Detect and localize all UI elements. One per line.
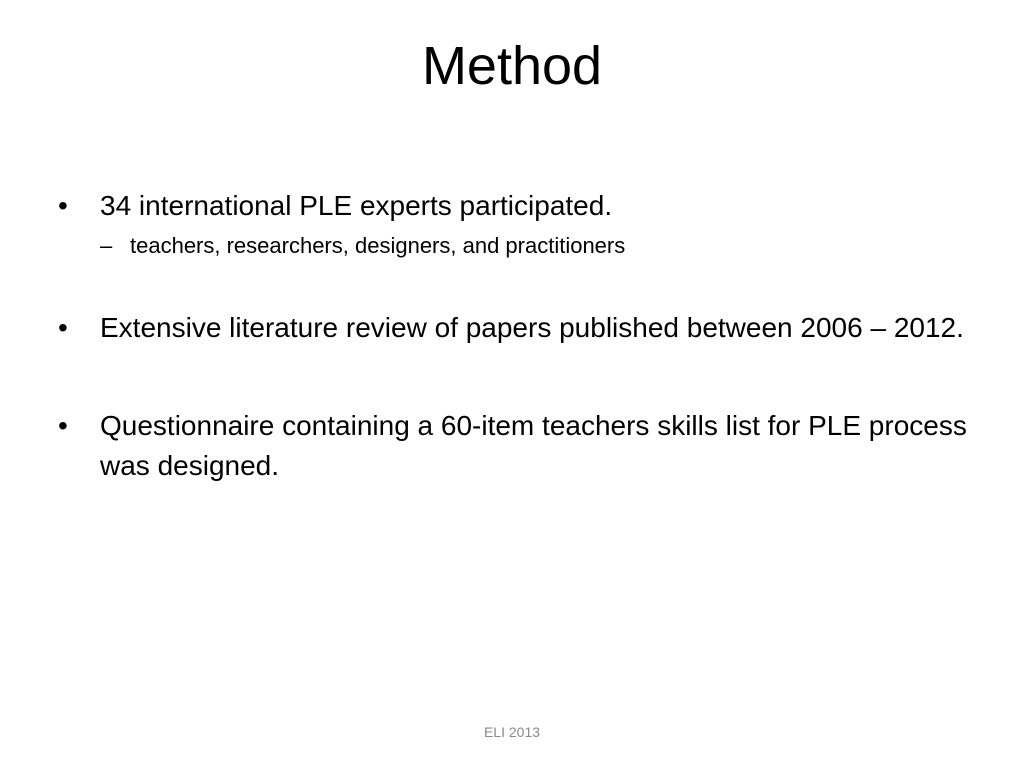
bullet-text: 34 international PLE experts participated. [100, 190, 613, 221]
bullet-marker: • [58, 312, 68, 343]
bullet-item-2 [58, 308, 978, 348]
sub-bullet-marker: – [100, 233, 113, 258]
bullet-marker: • [58, 410, 68, 441]
bullet-text: Questionnaire containing a 60-item teachers skills list for PLE process was designed. [100, 410, 967, 481]
slide-content [58, 186, 978, 486]
bullet-text: Extensive literature review of papers published between 2006 – 2012. [100, 312, 964, 343]
slide-title: Method [421, 36, 603, 96]
sub-bullet-text: teachers, researchers, designers, and practitioners [130, 233, 626, 258]
bullet-marker: • [58, 190, 68, 221]
slide-footer: ELI 2013 [483, 724, 541, 740]
bullet-item-1 [58, 186, 978, 226]
bullet-item-3 [58, 406, 978, 486]
sub-bullet-item-1 [100, 230, 978, 262]
